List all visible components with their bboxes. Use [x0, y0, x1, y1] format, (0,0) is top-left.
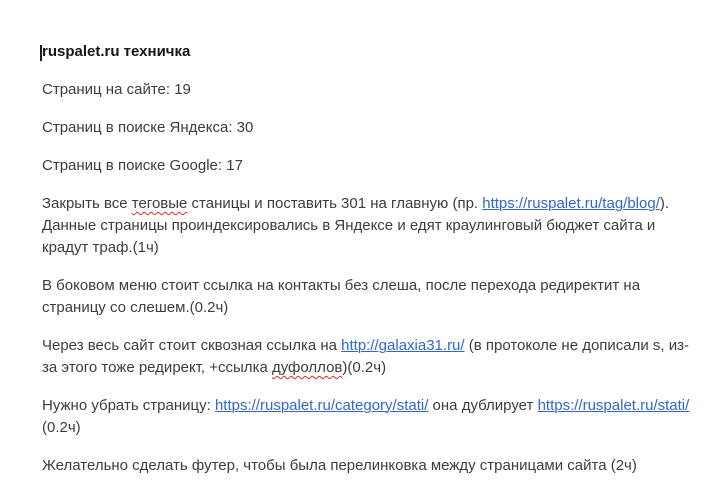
text-cursor [40, 45, 42, 61]
text-run: Закрыть все [42, 195, 132, 212]
text-run: Нужно убрать страницу: [42, 397, 215, 414]
paragraph-sidebar-contacts-slash [42, 275, 692, 319]
text-run: Желательно сделать футер, чтобы была перелинковка между страницами сайта (2ч) [42, 457, 637, 474]
paragraph-tag-pages-301 [42, 193, 692, 259]
text-run: ). Данные страницы проиндексировались в Яндексе и едят краулинговый бюджет сайта и крадут траф.(1ч) [42, 195, 670, 256]
misspelled-word: дуфоллов [271, 359, 343, 376]
stat-pages-google: Страниц в поиске Google: 17 [42, 157, 243, 174]
link-ruspalet-stati[interactable]: https://ruspalet.ru/stati/ [537, 397, 690, 414]
text-run: (в протоколе не дописали s, из-за этого тоже редирект, +ссылка [42, 337, 690, 376]
link-galaxia31[interactable]: http://galaxia31.ru/ [341, 337, 465, 354]
stat-pages-on-site: Страниц на сайте: 19 [42, 81, 191, 98]
text-run: (0.2ч) [42, 419, 81, 436]
doc-title: ruspalet.ru техничка [42, 43, 191, 60]
text-run: она дублирует [428, 397, 538, 414]
text-run: В боковом меню стоит ссылка на контакты без слеша, после перехода редиректит на страницу со слешем.(0.2ч) [42, 277, 641, 316]
paragraph-footer-interlinking [42, 455, 692, 477]
paragraph-galaxia-link [42, 335, 692, 379]
link-ruspalet-category-stati[interactable]: https://ruspalet.ru/category/stati/ [214, 397, 429, 414]
text-run: Через весь сайт стоит сквозная ссылка на [42, 337, 342, 354]
text-run: станицы и поставить 301 на главную (пр. [187, 195, 483, 212]
paragraph-remove-duplicate-page [42, 395, 692, 439]
misspelled-word: теговые [131, 195, 188, 212]
stat-pages-yandex: Страниц в поиске Яндекса: 30 [42, 119, 254, 136]
text-run: )(0.2ч) [342, 359, 387, 376]
link-ruspalet-tag-blog[interactable]: https://ruspalet.ru/tag/blog/ [482, 195, 660, 212]
